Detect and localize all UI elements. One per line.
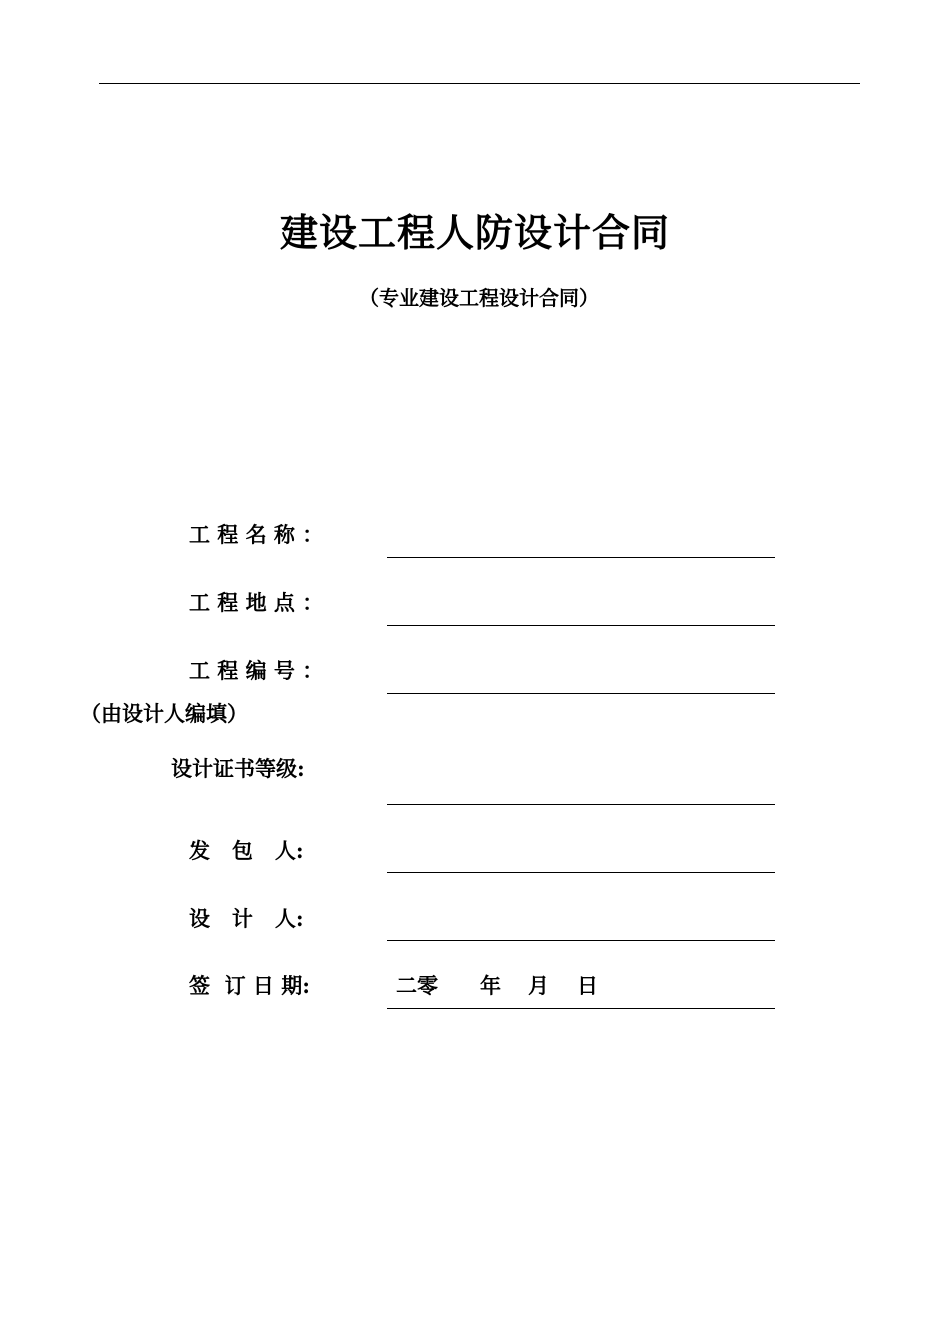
document-title: 建设工程人防设计合同 [279,210,670,255]
sign-date-day: 日 [577,973,598,998]
sign-date-prefix: 二零 [396,973,438,998]
designer-label: 设 计 人: [189,906,304,931]
project-location-field[interactable] [387,625,775,626]
project-number-note: （由设计人编填） [80,701,248,726]
document-subtitle: （专业建设工程设计合同） [359,286,599,310]
employer-label: 发 包 人: [189,838,304,863]
sign-date-month: 月 [528,973,549,998]
header-rule [99,83,860,84]
sign-date-year: 年 [480,973,501,998]
project-number-label: 工 程 编 号 ： [189,658,324,683]
project-name-label: 工 程 名 称 ： [189,522,324,547]
sign-date-field[interactable] [387,1008,775,1009]
project-name-field[interactable] [387,557,775,558]
certificate-level-field[interactable] [387,804,775,805]
designer-field[interactable] [387,940,775,941]
project-location-label: 工 程 地 点 ： [189,590,324,615]
sign-date-label: 签 订 日 期: [189,973,310,998]
employer-field[interactable] [387,872,775,873]
certificate-level-label: 设计证书等级: [171,756,305,781]
project-number-field[interactable] [387,693,775,694]
